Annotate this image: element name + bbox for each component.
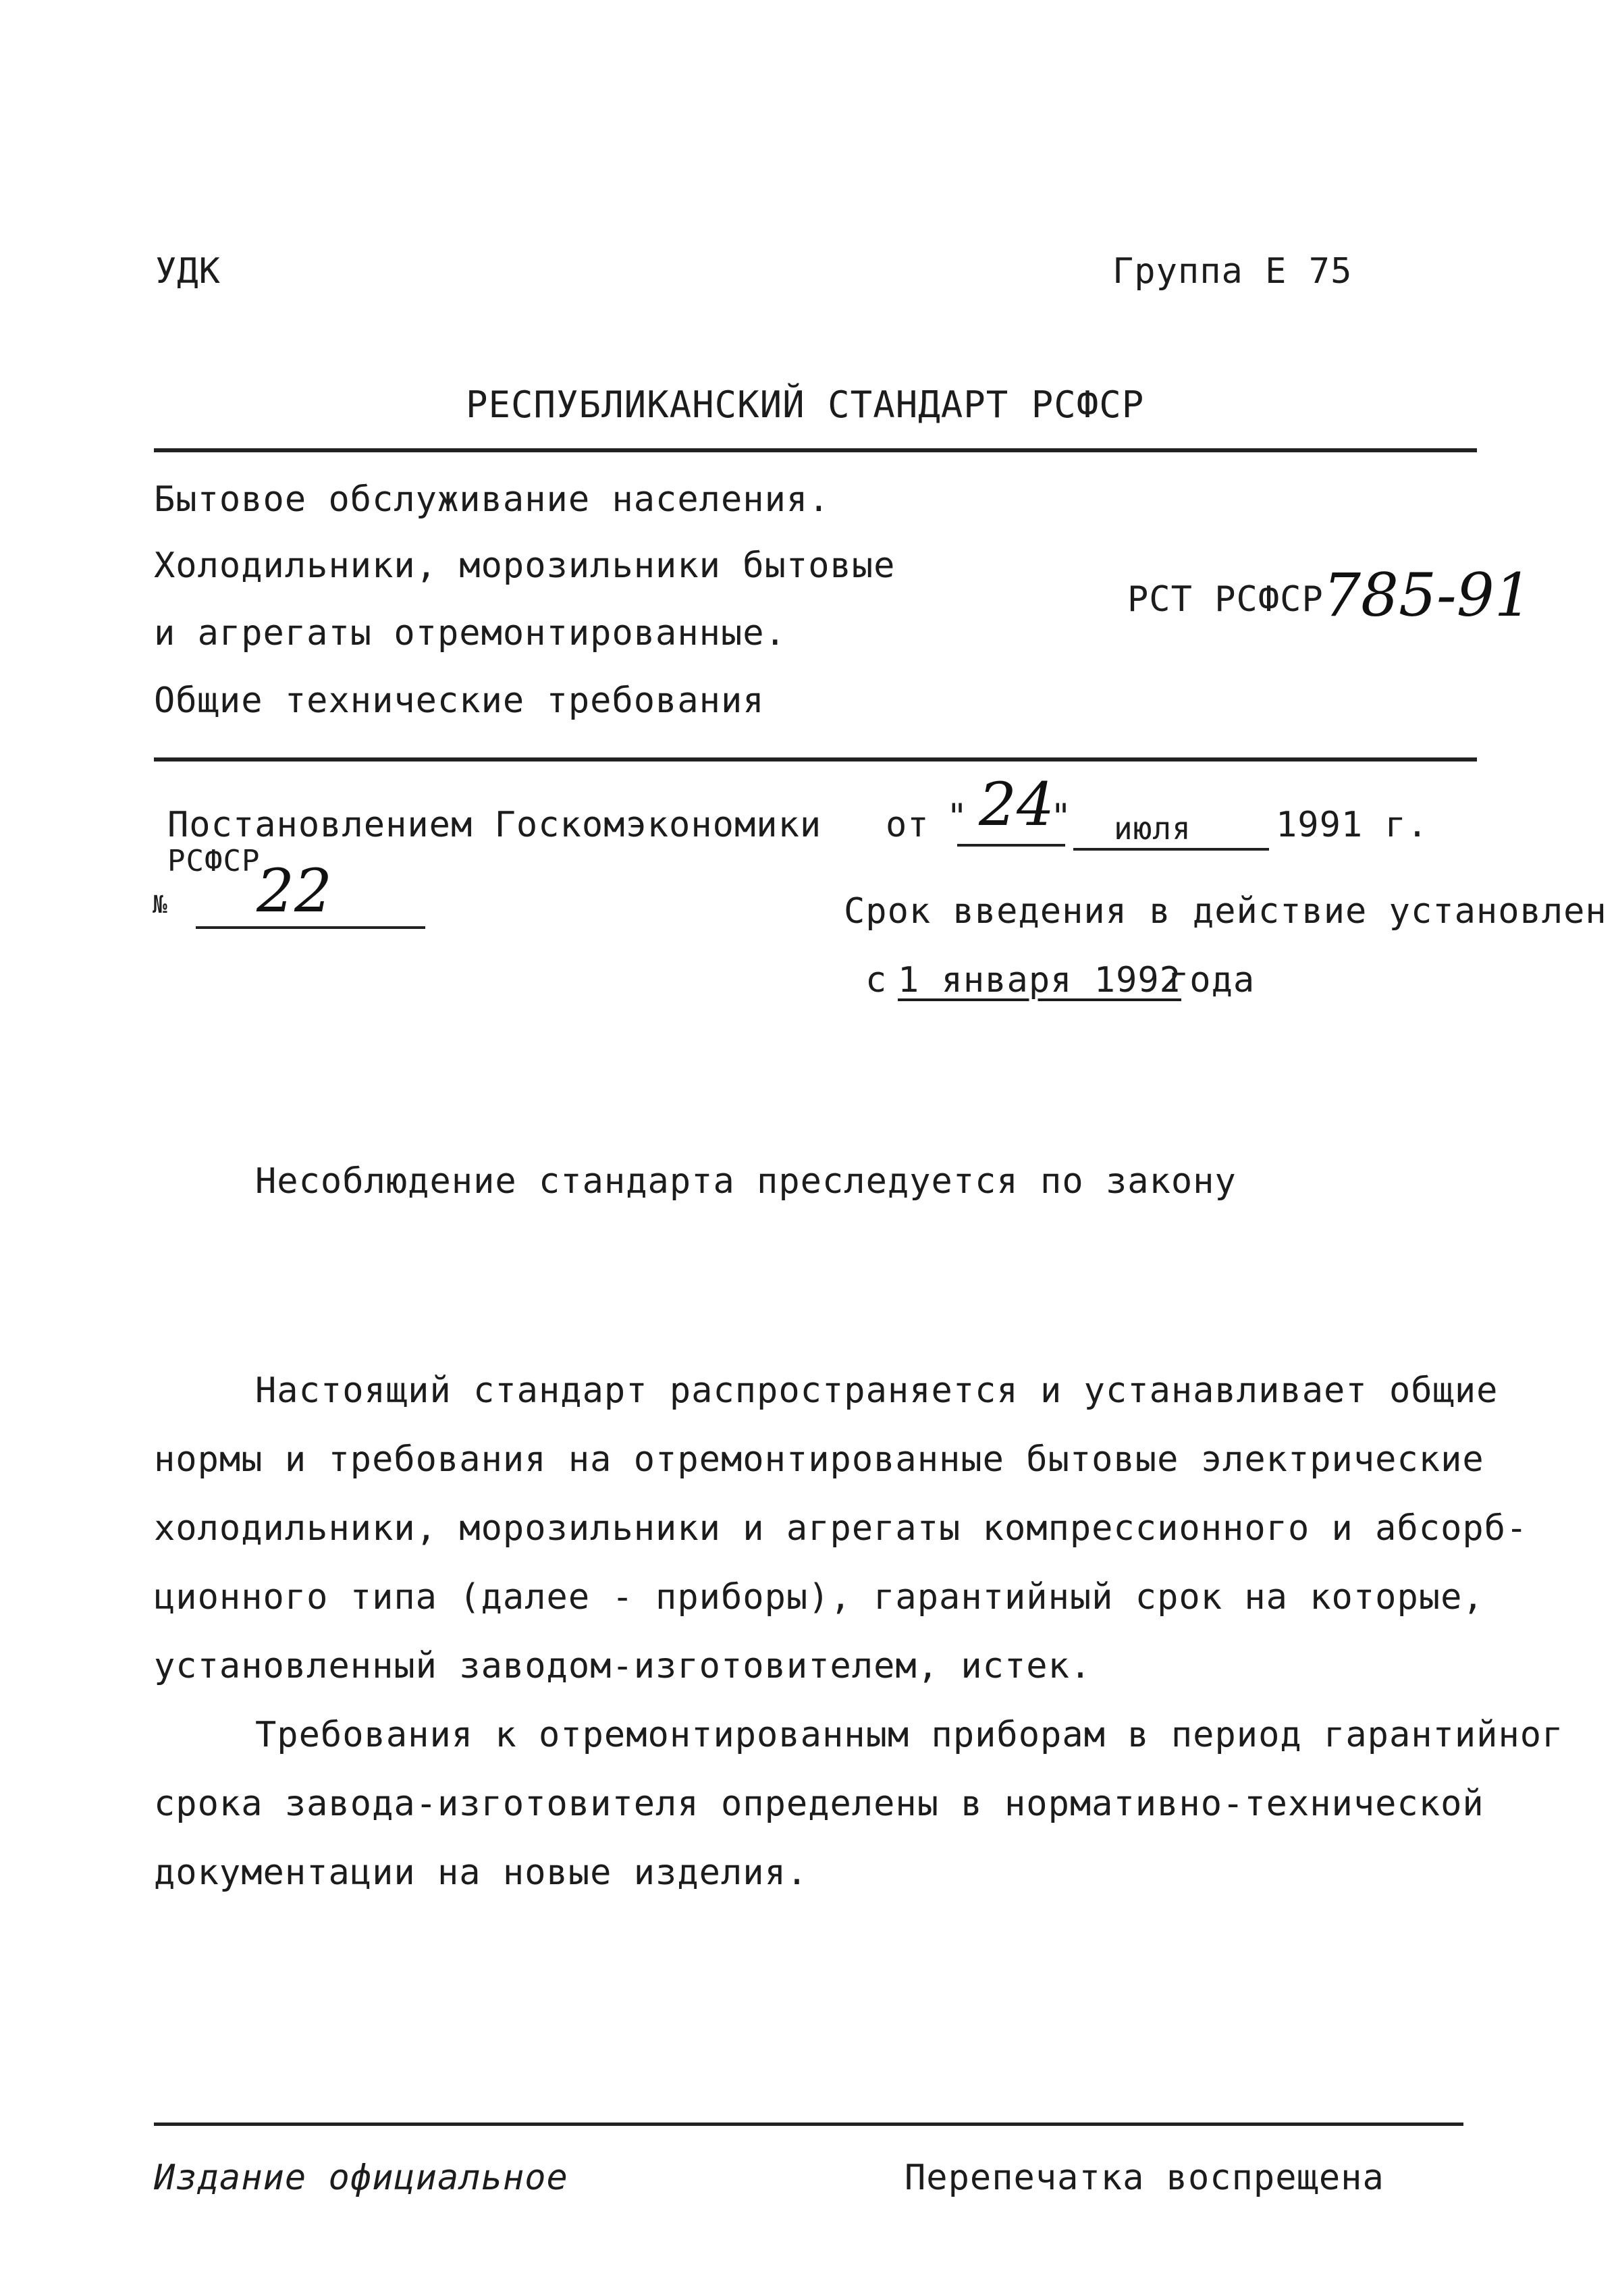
standard-title: РЕСПУБЛИКАНСКИЙ СТАНДАРТ РСФСР xyxy=(466,383,1145,426)
effective-line: Срок введения в действие установлен xyxy=(844,891,1607,932)
approval-number-label: № xyxy=(153,891,168,919)
subject-line-2: Холодильники, морозильники бытовые xyxy=(154,545,896,586)
approval-date-quote-close: " xyxy=(1050,797,1073,837)
group-label: Группа Е 75 xyxy=(1112,251,1353,292)
effective-date: 1 января 1992 xyxy=(898,960,1181,1000)
approval-year: 1991 г. xyxy=(1276,805,1429,845)
legal-notice: Несоблюдение стандарта преследуется по закону xyxy=(255,1161,1237,1202)
subject-line-3: и агрегаты отремонтированные. xyxy=(154,613,786,653)
effective-suffix: года xyxy=(1168,960,1256,1000)
effective-prefix: с xyxy=(865,960,888,1000)
approval-text: Постановлением Госкомэкономики xyxy=(167,805,822,845)
udk-label: УДК xyxy=(155,251,221,292)
body-p1-line-3: холодильники, морозильники и агрегаты компрессионного и абсорб- xyxy=(154,1508,1528,1549)
approval-date-prefix: от xyxy=(886,805,930,845)
approval-number-underline xyxy=(196,926,425,929)
body-p1-line-4: ционного типа (далее - приборы), гарантийный срок на которые, xyxy=(154,1577,1484,1618)
approval-org: РСФСР xyxy=(167,844,261,878)
footer-left: Издание официальное xyxy=(154,2158,568,2198)
footer-divider xyxy=(154,2123,1463,2126)
body-p2-line-2: срока завода-изготовителя определены в нормативно-технической xyxy=(154,1784,1484,1824)
designation-printed: РСТ РСФСР xyxy=(1127,579,1324,620)
approval-day-underline xyxy=(957,844,1065,847)
top-divider xyxy=(154,448,1477,452)
approval-month: июля xyxy=(1114,810,1191,847)
body-p1-line-2: нормы и требования на отремонтированные бытовые электрические xyxy=(154,1439,1484,1480)
approval-day: 24 xyxy=(979,770,1054,839)
body-p2-line-3: документации на новые изделия. xyxy=(154,1852,809,1893)
approval-number: 22 xyxy=(257,856,332,926)
approval-date-quote-open: " xyxy=(946,797,969,837)
subject-line-1: Бытовое обслуживание населения. xyxy=(154,479,830,520)
subject-line-4: Общие технические требования xyxy=(154,680,765,721)
designation-handwritten: 785-91 xyxy=(1323,560,1532,630)
body-p1-line-1: Настоящий стандарт распространяется и устанавливает общие xyxy=(255,1370,1499,1411)
approval-month-underline xyxy=(1073,848,1269,851)
footer-right: Перепечатка воспрещена xyxy=(905,2158,1384,2198)
body-p1-line-5: установленный заводом-изготовителем, истек. xyxy=(154,1646,1092,1686)
middle-divider xyxy=(154,757,1477,762)
body-p2-line-1: Требования к отремонтированным приборам в период гарантийног xyxy=(255,1715,1564,1755)
